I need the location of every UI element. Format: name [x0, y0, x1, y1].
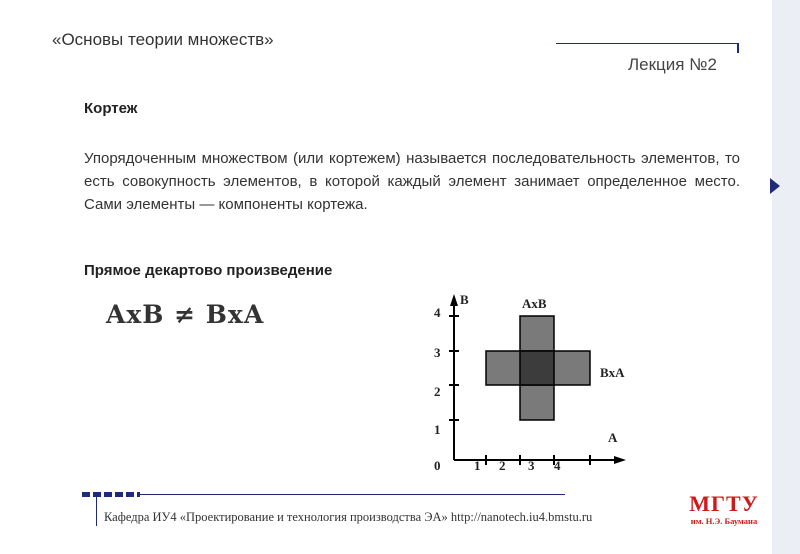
subsection-title: Прямое декартово произведение: [84, 262, 333, 279]
formula: AxB ≠ BxA: [106, 300, 265, 329]
footer-dots: [82, 492, 140, 497]
x-axis-label: A: [608, 430, 618, 445]
y-tick-label: 2: [434, 384, 441, 399]
logo-sub-text: им. Н.Э. Баумана: [690, 516, 758, 526]
y-axis-arrow-icon: [450, 294, 458, 306]
course-title: «Основы теории множеств»: [52, 30, 274, 49]
cartesian-product-diagram: [418, 284, 638, 474]
x-tick-label: 1: [474, 458, 481, 473]
x-tick-label: 4: [554, 458, 561, 473]
y-tick-label: 1: [434, 422, 441, 437]
logo-main-text: МГТУ: [689, 491, 759, 516]
university-logo: [678, 492, 770, 526]
y-axis-label: B: [460, 292, 469, 307]
axb-label: AxB: [522, 296, 547, 311]
x-tick-label: 3: [528, 458, 535, 473]
header-divider: [556, 43, 738, 44]
bxa-label: BxA: [600, 365, 625, 380]
overlap-rect: [520, 351, 554, 385]
right-decor-bar: [772, 0, 800, 554]
y-tick-label: 4: [434, 305, 441, 320]
body-text: Упорядоченным множеством (или кортежем) называется последовательность элементов, то есть совокупность элементов, в которой каждый элемент занимает определенное место. Сами элементы — компоненты кортежа.: [84, 150, 740, 213]
lecture-label: Лекция №2: [628, 55, 717, 74]
footer-corner-line: [96, 496, 97, 526]
section-title: Кортеж: [84, 100, 138, 117]
y-tick-label: 3: [434, 345, 441, 360]
x-axis-arrow-icon: [614, 456, 626, 464]
footer-text: Кафедра ИУ4 «Проектирование и технология производства ЭА» http://nanotech.iu4.bmstu.ru: [104, 510, 593, 524]
origin-label: 0: [434, 458, 441, 473]
x-tick-label: 2: [499, 458, 506, 473]
header-divider-tick: [737, 43, 739, 53]
footer-divider: [140, 494, 565, 495]
right-arrow-icon: [770, 178, 780, 194]
